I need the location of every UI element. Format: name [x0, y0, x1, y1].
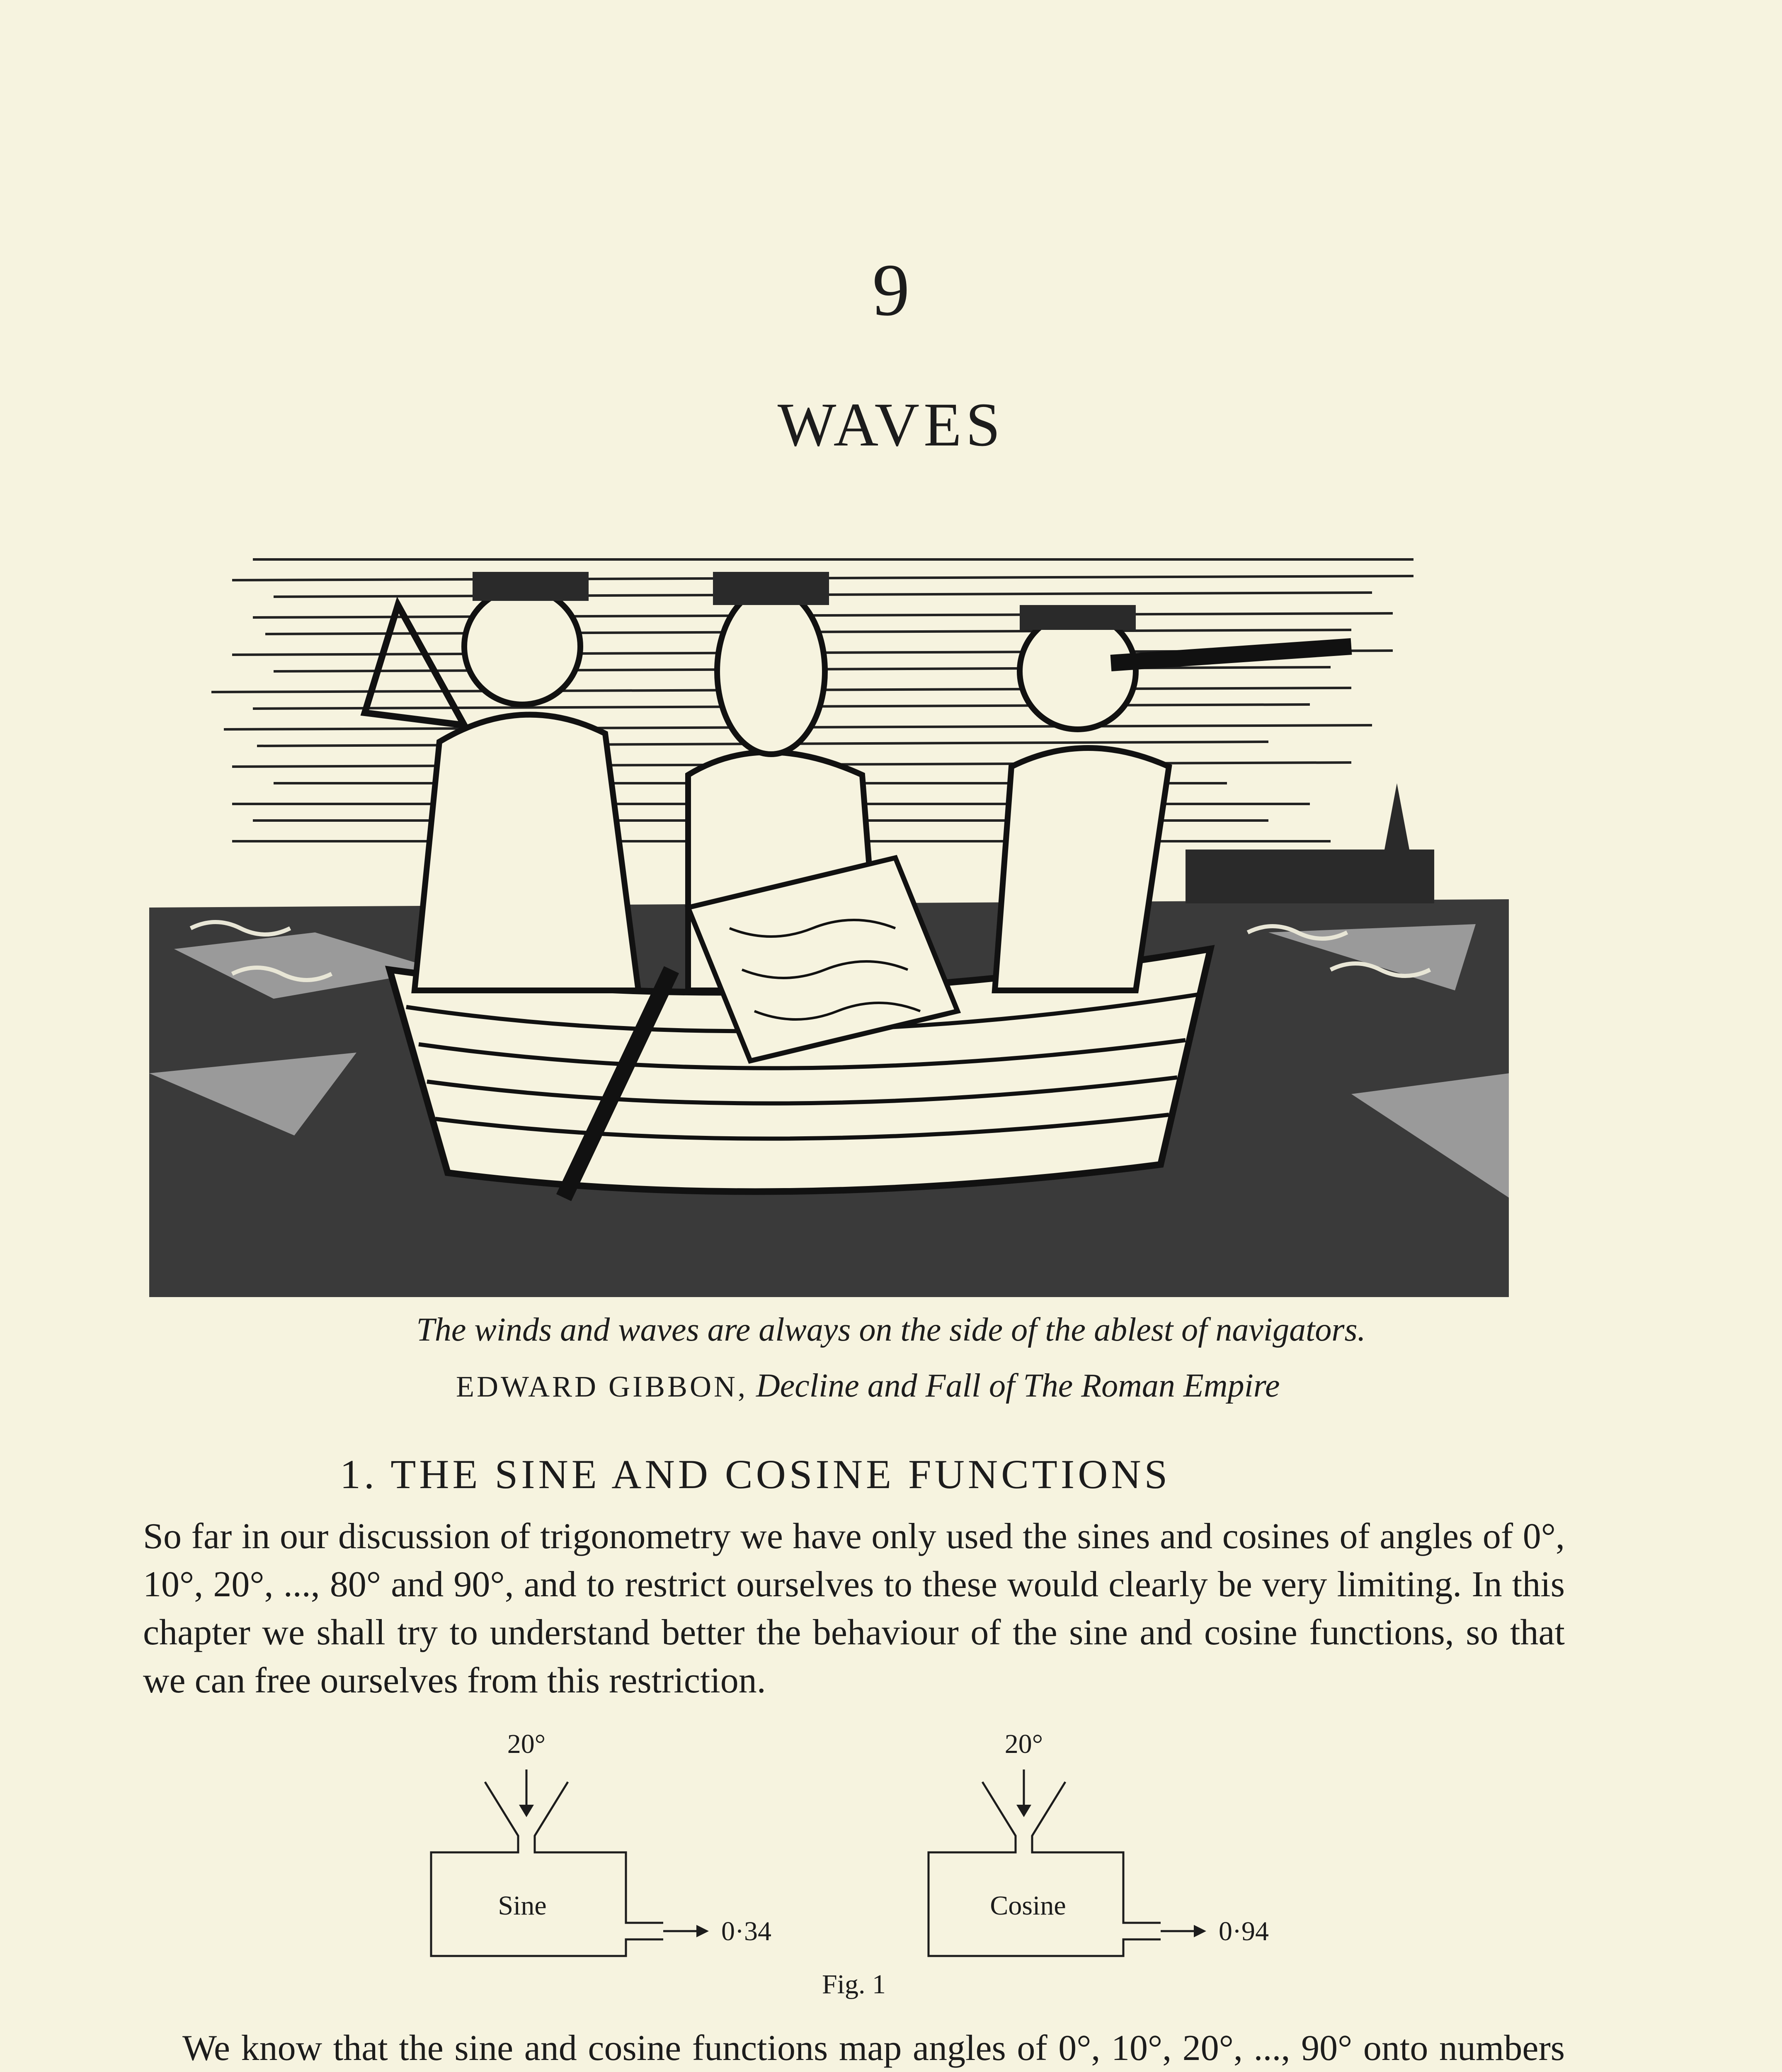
epigraph-author: EDWARD GIBBON,: [456, 1370, 748, 1403]
figure-caption: Fig. 1: [822, 1969, 886, 1999]
sine-machine: [431, 1729, 771, 1956]
epigraph-source: Decline and Fall of The Roman Empire: [756, 1368, 1280, 1404]
section-heading: 1. THE SINE AND COSINE FUNCTIONS: [340, 1451, 1171, 1497]
cosine-input-arrowhead: [1016, 1805, 1031, 1817]
sine-machine-box: [431, 1782, 663, 1956]
cosine-machine: [929, 1729, 1269, 1956]
paragraph-mapping: We know that the sine and cosine functions map angles of 0°, 10°, 20°, ..., 90° onto numbers: [182, 2028, 1565, 2068]
figure-1: [415, 1724, 1326, 2006]
epigraph-quote: The winds and waves are always on the side of the ablest of navigators.: [416, 1312, 1366, 1348]
epigraph-attribution: [456, 1368, 1280, 1404]
sine-input-label: 20°: [507, 1729, 546, 1759]
sine-label: Sine: [498, 1890, 547, 1921]
cosine-label: Cosine: [990, 1890, 1066, 1921]
paragraph-intro: So far in our discussion of trigonometry we have only used the sines and cosines of angles of 0°, 10°, 20°, ..., 80° and 90°, and to restrict ourselves to these would clearly be very limiting. In this chapter we shall try to understand better the behaviour of the sine and cosine functions, so that we can free ourselves from this restriction.: [143, 1516, 1565, 1701]
sine-output-value: 0·34: [721, 1916, 771, 1946]
sine-output-arrowhead: [696, 1925, 709, 1937]
cosine-machine-box: [929, 1782, 1161, 1956]
boat-illustration: [149, 535, 1509, 1297]
sine-input-arrowhead: [519, 1805, 534, 1817]
cosine-output-arrowhead: [1194, 1925, 1206, 1937]
chapter-number: 9: [872, 249, 910, 331]
cosine-output-value: 0·94: [1219, 1916, 1269, 1946]
chapter-title: WAVES: [777, 390, 1005, 459]
cosine-input-label: 20°: [1004, 1729, 1043, 1759]
